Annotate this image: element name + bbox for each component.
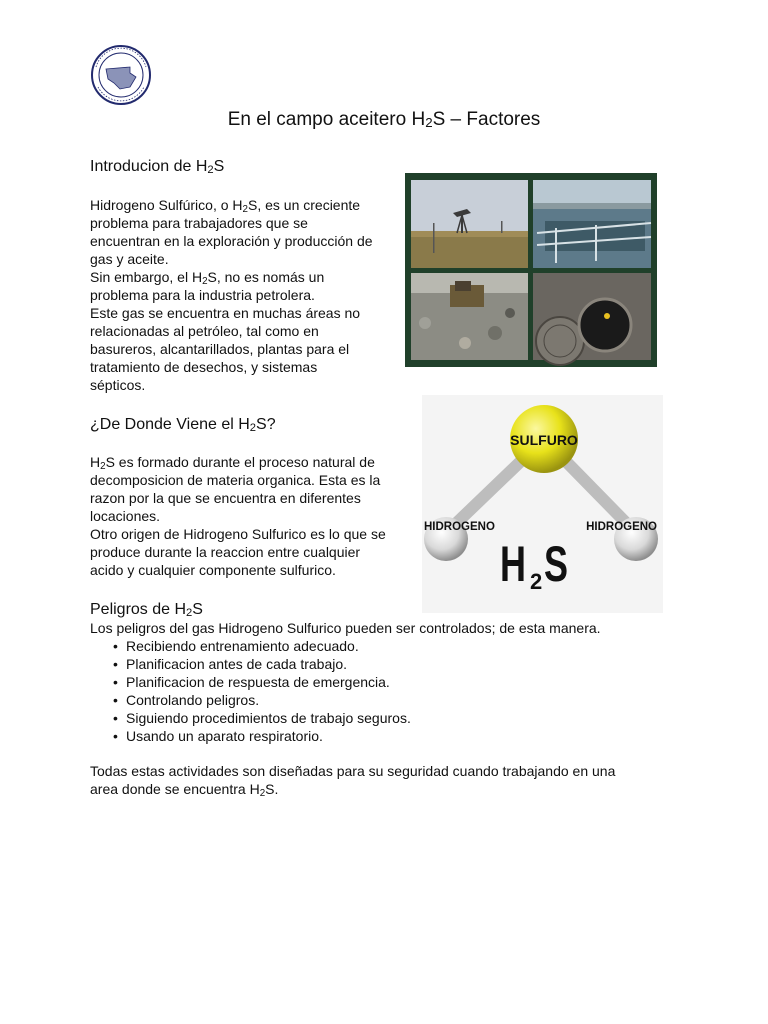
text-line: encuentran en la exploración y producción de	[90, 233, 373, 249]
text-line: Todas estas actividades son diseñadas para su seguridad cuando trabajando en una	[90, 763, 616, 779]
text-line: problema para la industria petrolera.	[90, 287, 315, 303]
text-line: locaciones.	[90, 508, 161, 524]
sulfur-label: SULFURO	[510, 432, 578, 448]
formula-subscript: 2	[530, 569, 543, 594]
seal-icon	[90, 43, 152, 107]
page-title: En el campo aceitero $H_2S$ – Factores	[227, 109, 541, 130]
origin-paragraph	[90, 453, 420, 579]
text-line: problema para trabajadores que se	[90, 215, 308, 231]
text-line: gas y aceite.	[90, 251, 169, 267]
list-item: • Siguiendo procedimientos de trabajo seguros.	[90, 709, 690, 727]
dangers-intro: Los peligros del gas Hidrogeno Sulfurico pueden ser controlados; de esta manera.	[90, 620, 601, 636]
hydrogen-label-right: HIDROGENO	[586, 521, 657, 533]
text-line: produce durante la reaccion entre cualquier	[90, 544, 361, 560]
text-line: tratamiento de desechos, y sistemas	[90, 359, 318, 375]
text-line: sépticos.	[90, 377, 146, 393]
landfill-photo	[411, 273, 528, 360]
dangers-list	[90, 637, 690, 745]
oilfield-photo	[411, 180, 528, 268]
text-line: razon por la que se encuentra en diferentes	[90, 490, 361, 506]
text-line: basureros, alcantarillados, plantas para el	[90, 341, 350, 357]
list-item: • Recibiendo entrenamiento adecuado.	[90, 637, 690, 655]
h2s-molecule-diagram	[422, 395, 663, 613]
text-line: Este gas se encuentra en muchas áreas no	[90, 305, 361, 321]
text-line: acido y cualquier componente sulfurico.	[90, 562, 336, 578]
text-line: $H_2S$ es formado durante el proceso natural de	[90, 454, 375, 472]
closing-paragraph	[90, 762, 690, 798]
dangers-heading: Peligros de $H_2S$	[90, 601, 203, 619]
intro-heading: Introducion de $H_2S$	[90, 158, 225, 176]
list-item: • Planificacion antes de cada trabajo.	[90, 655, 690, 673]
photo-collage	[405, 173, 657, 367]
origin-heading: ¿De Donde Viene el $H_2S$?	[90, 416, 276, 434]
text-line: relacionadas al petróleo, tal como en	[90, 323, 319, 339]
intro-paragraph	[90, 196, 410, 394]
text-line: Hidrogeno Sulfúrico, o $H_2S$, es un creciente	[90, 197, 361, 215]
sewer-photo	[533, 273, 651, 365]
formula-s: S	[544, 537, 569, 593]
text-line: Otro origen de Hidrogeno Sulfurico es lo que se	[90, 526, 386, 542]
text-line: decomposicion de materia organica. Esta es la	[90, 472, 381, 488]
list-item: • Usando un aparato respiratorio.	[90, 727, 690, 745]
list-item: • Controlando peligros.	[90, 691, 690, 709]
treatment-plant-photo	[533, 180, 651, 268]
list-item: • Planificacion de respuesta de emergencia.	[90, 673, 690, 691]
text-line: area donde se encuentra $H_2S$.	[90, 781, 279, 799]
hydrogen-label-left: HIDROGENO	[424, 521, 495, 533]
formula-h: H	[500, 537, 526, 593]
dangers-section	[90, 619, 690, 745]
text-line: Sin embargo, el $H_2S$, no es nomás un	[90, 269, 325, 287]
